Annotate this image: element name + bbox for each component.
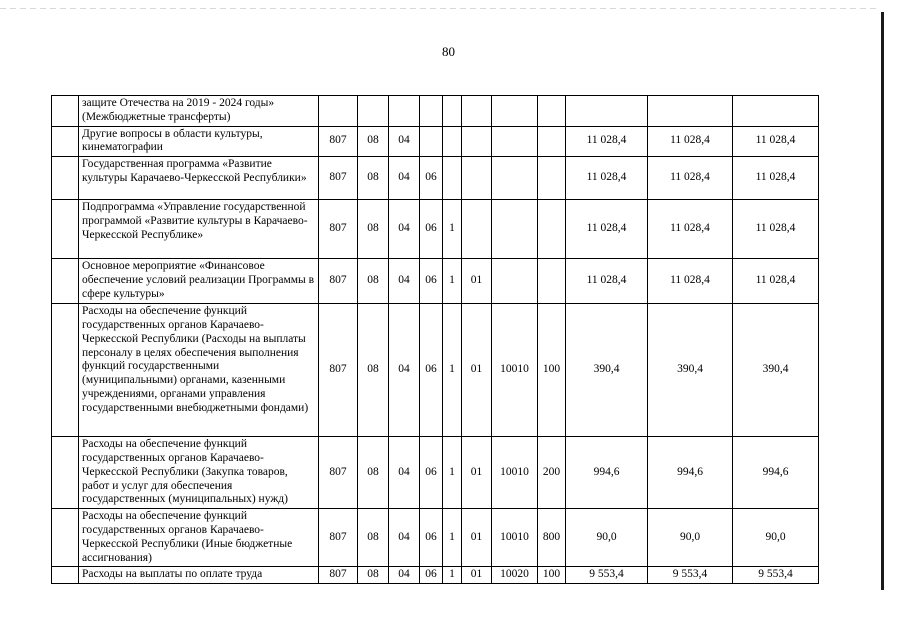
- expense-name-cell: Другие вопросы в области культуры, кинематографии: [79, 126, 319, 157]
- amount-year-1-cell: 11 028,4: [566, 126, 648, 157]
- program-code-cell: 06: [420, 304, 443, 437]
- section-code-cell: 08: [358, 259, 389, 304]
- row-number-cell: [52, 96, 79, 127]
- main-event-code-cell: [462, 157, 492, 200]
- amount-year-1-cell: [566, 96, 648, 127]
- budget-table: [51, 95, 819, 584]
- direction-code-cell: [492, 259, 538, 304]
- subprogram-code-cell: 1: [443, 509, 462, 567]
- expense-type-code-cell: [538, 259, 566, 304]
- ministry-code-cell: 807: [319, 259, 358, 304]
- table-row: [52, 126, 819, 157]
- table-row: [52, 509, 819, 567]
- subprogram-code-cell: 1: [443, 200, 462, 259]
- row-number-cell: [52, 200, 79, 259]
- expense-name-cell: Расходы на обеспечение функций государственных органов Карачаево-Черкесской Республики (Закупка товаров, работ и услуг для обеспечения государственных (муниципальных) нужд): [79, 437, 319, 509]
- amount-year-1-cell: 11 028,4: [566, 200, 648, 259]
- expense-type-code-cell: 200: [538, 437, 566, 509]
- row-number-cell: [52, 304, 79, 437]
- table-row: [52, 96, 819, 127]
- program-code-cell: [420, 96, 443, 127]
- row-number-cell: [52, 157, 79, 200]
- amount-year-1-cell: 9 553,4: [566, 567, 648, 584]
- table-row: [52, 259, 819, 304]
- ministry-code-cell: 807: [319, 509, 358, 567]
- expense-name-cell: Основное мероприятие «Финансовое обеспечение условий реализации Программы в сфере культуры»: [79, 259, 319, 304]
- subprogram-code-cell: [443, 126, 462, 157]
- amount-year-3-cell: 11 028,4: [733, 126, 819, 157]
- row-number-cell: [52, 567, 79, 584]
- section-code-cell: 08: [358, 126, 389, 157]
- row-number-cell: [52, 259, 79, 304]
- table-row: [52, 157, 819, 200]
- program-code-cell: 06: [420, 157, 443, 200]
- subsection-code-cell: 04: [389, 126, 420, 157]
- amount-year-1-cell: 11 028,4: [566, 259, 648, 304]
- ministry-code-cell: 807: [319, 304, 358, 437]
- scan-artifact-right-bar: [881, 12, 884, 590]
- section-code-cell: 08: [358, 509, 389, 567]
- row-number-cell: [52, 126, 79, 157]
- section-code-cell: 08: [358, 437, 389, 509]
- subsection-code-cell: 04: [389, 304, 420, 437]
- amount-year-3-cell: 11 028,4: [733, 157, 819, 200]
- subsection-code-cell: 04: [389, 567, 420, 584]
- row-number-cell: [52, 509, 79, 567]
- main-event-code-cell: [462, 126, 492, 157]
- program-code-cell: 06: [420, 509, 443, 567]
- ministry-code-cell: [319, 96, 358, 127]
- amount-year-3-cell: 390,4: [733, 304, 819, 437]
- amount-year-2-cell: 90,0: [648, 509, 733, 567]
- direction-code-cell: 10020: [492, 567, 538, 584]
- table-row: [52, 304, 819, 437]
- subprogram-code-cell: 1: [443, 259, 462, 304]
- amount-year-3-cell: [733, 96, 819, 127]
- expense-name-cell: Расходы на выплаты по оплате труда: [79, 567, 319, 584]
- program-code-cell: 06: [420, 437, 443, 509]
- amount-year-3-cell: 11 028,4: [733, 200, 819, 259]
- amount-year-1-cell: 390,4: [566, 304, 648, 437]
- amount-year-1-cell: 994,6: [566, 437, 648, 509]
- table-row: [52, 567, 819, 584]
- subprogram-code-cell: 1: [443, 304, 462, 437]
- main-event-code-cell: 01: [462, 259, 492, 304]
- amount-year-2-cell: 9 553,4: [648, 567, 733, 584]
- subprogram-code-cell: 1: [443, 567, 462, 584]
- amount-year-2-cell: 390,4: [648, 304, 733, 437]
- amount-year-2-cell: 994,6: [648, 437, 733, 509]
- main-event-code-cell: 01: [462, 509, 492, 567]
- table-row: [52, 437, 819, 509]
- expense-name-cell: Подпрограмма «Управление государственной программой «Развитие культуры в Карачаево-Черкесской Республике»: [79, 200, 319, 259]
- subprogram-code-cell: [443, 96, 462, 127]
- section-code-cell: 08: [358, 567, 389, 584]
- direction-code-cell: [492, 126, 538, 157]
- amount-year-2-cell: 11 028,4: [648, 200, 733, 259]
- main-event-code-cell: 01: [462, 304, 492, 437]
- main-event-code-cell: 01: [462, 567, 492, 584]
- program-code-cell: 06: [420, 200, 443, 259]
- expense-type-code-cell: 100: [538, 567, 566, 584]
- main-event-code-cell: [462, 96, 492, 127]
- amount-year-2-cell: 11 028,4: [648, 157, 733, 200]
- direction-code-cell: [492, 96, 538, 127]
- expense-name-cell: защите Отечества на 2019 - 2024 годы» (Межбюджетные трансферты): [79, 96, 319, 127]
- amount-year-2-cell: 11 028,4: [648, 259, 733, 304]
- amount-year-3-cell: 11 028,4: [733, 259, 819, 304]
- expense-type-code-cell: 100: [538, 304, 566, 437]
- row-number-cell: [52, 437, 79, 509]
- ministry-code-cell: 807: [319, 437, 358, 509]
- expense-type-code-cell: [538, 200, 566, 259]
- amount-year-3-cell: 90,0: [733, 509, 819, 567]
- expense-name-cell: Государственная программа «Развитие культуры Карачаево-Черкесской Республики»: [79, 157, 319, 200]
- ministry-code-cell: 807: [319, 200, 358, 259]
- expense-name-cell: Расходы на обеспечение функций государственных органов Карачаево-Черкесской Республики (Иные бюджетные ассигнования): [79, 509, 319, 567]
- section-code-cell: [358, 96, 389, 127]
- page-number: 80: [442, 44, 455, 59]
- subsection-code-cell: 04: [389, 157, 420, 200]
- amount-year-3-cell: 9 553,4: [733, 567, 819, 584]
- direction-code-cell: 10010: [492, 304, 538, 437]
- amount-year-2-cell: [648, 96, 733, 127]
- subprogram-code-cell: 1: [443, 437, 462, 509]
- expense-type-code-cell: [538, 157, 566, 200]
- main-event-code-cell: [462, 200, 492, 259]
- subsection-code-cell: [389, 96, 420, 127]
- amount-year-3-cell: 994,6: [733, 437, 819, 509]
- ministry-code-cell: 807: [319, 567, 358, 584]
- ministry-code-cell: 807: [319, 126, 358, 157]
- section-code-cell: 08: [358, 304, 389, 437]
- direction-code-cell: 10010: [492, 437, 538, 509]
- expense-type-code-cell: [538, 96, 566, 127]
- expense-type-code-cell: [538, 126, 566, 157]
- subsection-code-cell: 04: [389, 509, 420, 567]
- subsection-code-cell: 04: [389, 437, 420, 509]
- subsection-code-cell: 04: [389, 259, 420, 304]
- section-code-cell: 08: [358, 200, 389, 259]
- amount-year-2-cell: 11 028,4: [648, 126, 733, 157]
- direction-code-cell: 10010: [492, 509, 538, 567]
- subprogram-code-cell: [443, 157, 462, 200]
- scan-artifact-top: [0, 8, 880, 9]
- budget-table-body: [52, 96, 819, 584]
- program-code-cell: 06: [420, 259, 443, 304]
- section-code-cell: 08: [358, 157, 389, 200]
- program-code-cell: 06: [420, 567, 443, 584]
- subsection-code-cell: 04: [389, 200, 420, 259]
- direction-code-cell: [492, 200, 538, 259]
- expense-type-code-cell: 800: [538, 509, 566, 567]
- amount-year-1-cell: 90,0: [566, 509, 648, 567]
- ministry-code-cell: 807: [319, 157, 358, 200]
- table-row: [52, 200, 819, 259]
- program-code-cell: [420, 126, 443, 157]
- expense-name-cell: Расходы на обеспечение функций государственных органов Карачаево-Черкесской Республики (Расходы на выплаты персоналу в целях обеспечения выполнения функций государственными (муниципальными) органами, казенными учреждениями, органами управления государственными внебюджетными фондами): [79, 304, 319, 437]
- amount-year-1-cell: 11 028,4: [566, 157, 648, 200]
- direction-code-cell: [492, 157, 538, 200]
- main-event-code-cell: 01: [462, 437, 492, 509]
